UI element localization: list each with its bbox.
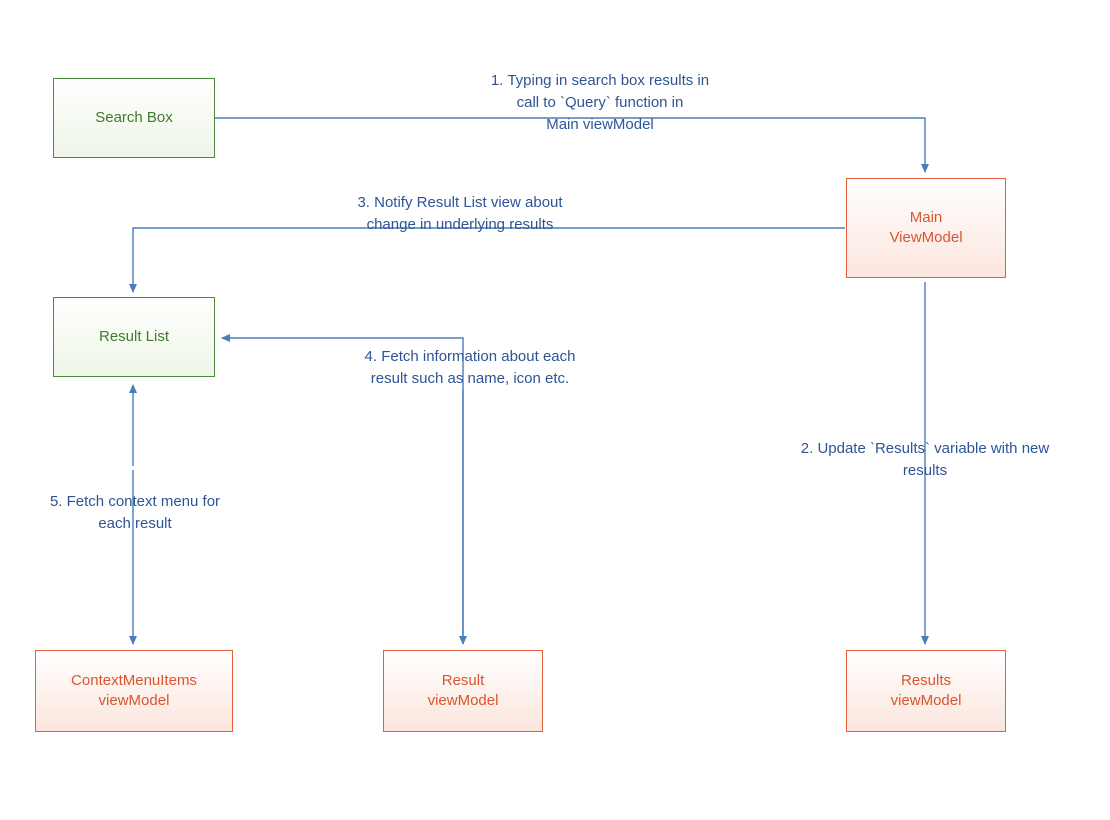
edge-label-step-4 <box>320 346 620 390</box>
node-results-viewmodel[interactable] <box>846 650 1006 732</box>
connector-main-viewmodel-to-result-list <box>133 228 845 292</box>
node-context-menu-items-viewmodel[interactable] <box>35 650 233 732</box>
node-result-list-label: Result List <box>98 327 170 345</box>
edge-label-step-3 <box>310 192 610 236</box>
edge-label-step-1 <box>450 70 750 135</box>
node-result-list[interactable] <box>53 297 215 377</box>
node-main-viewmodel-label-line1: Main <box>909 208 943 226</box>
node-results-viewmodel-label-line1: Results <box>900 671 952 689</box>
node-search-box-label: Search Box <box>95 108 173 126</box>
edge-label-step-1-line2: call to `Query` function in <box>516 93 684 111</box>
edge-label-step-3-line2: change in underlying results <box>366 215 554 233</box>
edge-label-step-5-line2: each result <box>98 514 172 532</box>
edge-label-step-5-line1: 5. Fetch context menu for <box>49 493 221 510</box>
edge-label-step-4-line1: 4. Fetch information about each <box>364 348 576 365</box>
node-main-viewmodel-label-line2: ViewModel <box>889 229 963 246</box>
node-context-menu-items-viewmodel-label-line1: ContextMenuItems <box>71 671 197 689</box>
edge-label-step-1-line3: Main viewModel <box>546 115 654 133</box>
node-result-viewmodel-label-line1: Result <box>441 671 485 689</box>
edge-label-step-3-line1: 3. Notify Result List view about <box>357 194 563 211</box>
node-search-box[interactable] <box>53 78 215 158</box>
edge-label-step-2 <box>760 438 1090 482</box>
node-result-viewmodel[interactable] <box>383 650 543 732</box>
node-results-viewmodel-label-line2: viewModel <box>890 692 962 709</box>
edge-label-step-2-line1: 2. Update `Results` variable with new <box>800 440 1050 457</box>
edge-label-step-2-line2: results <box>902 461 948 479</box>
node-main-viewmodel[interactable] <box>846 178 1006 278</box>
node-context-menu-items-viewmodel-label-line2: viewModel <box>98 692 170 709</box>
edge-label-step-4-line2: result such as name, icon etc. <box>370 369 570 387</box>
node-result-viewmodel-label-line2: viewModel <box>427 692 499 709</box>
edge-label-step-1-line1: 1. Typing in search box results in <box>490 72 710 89</box>
edge-label-step-5 <box>15 491 255 535</box>
